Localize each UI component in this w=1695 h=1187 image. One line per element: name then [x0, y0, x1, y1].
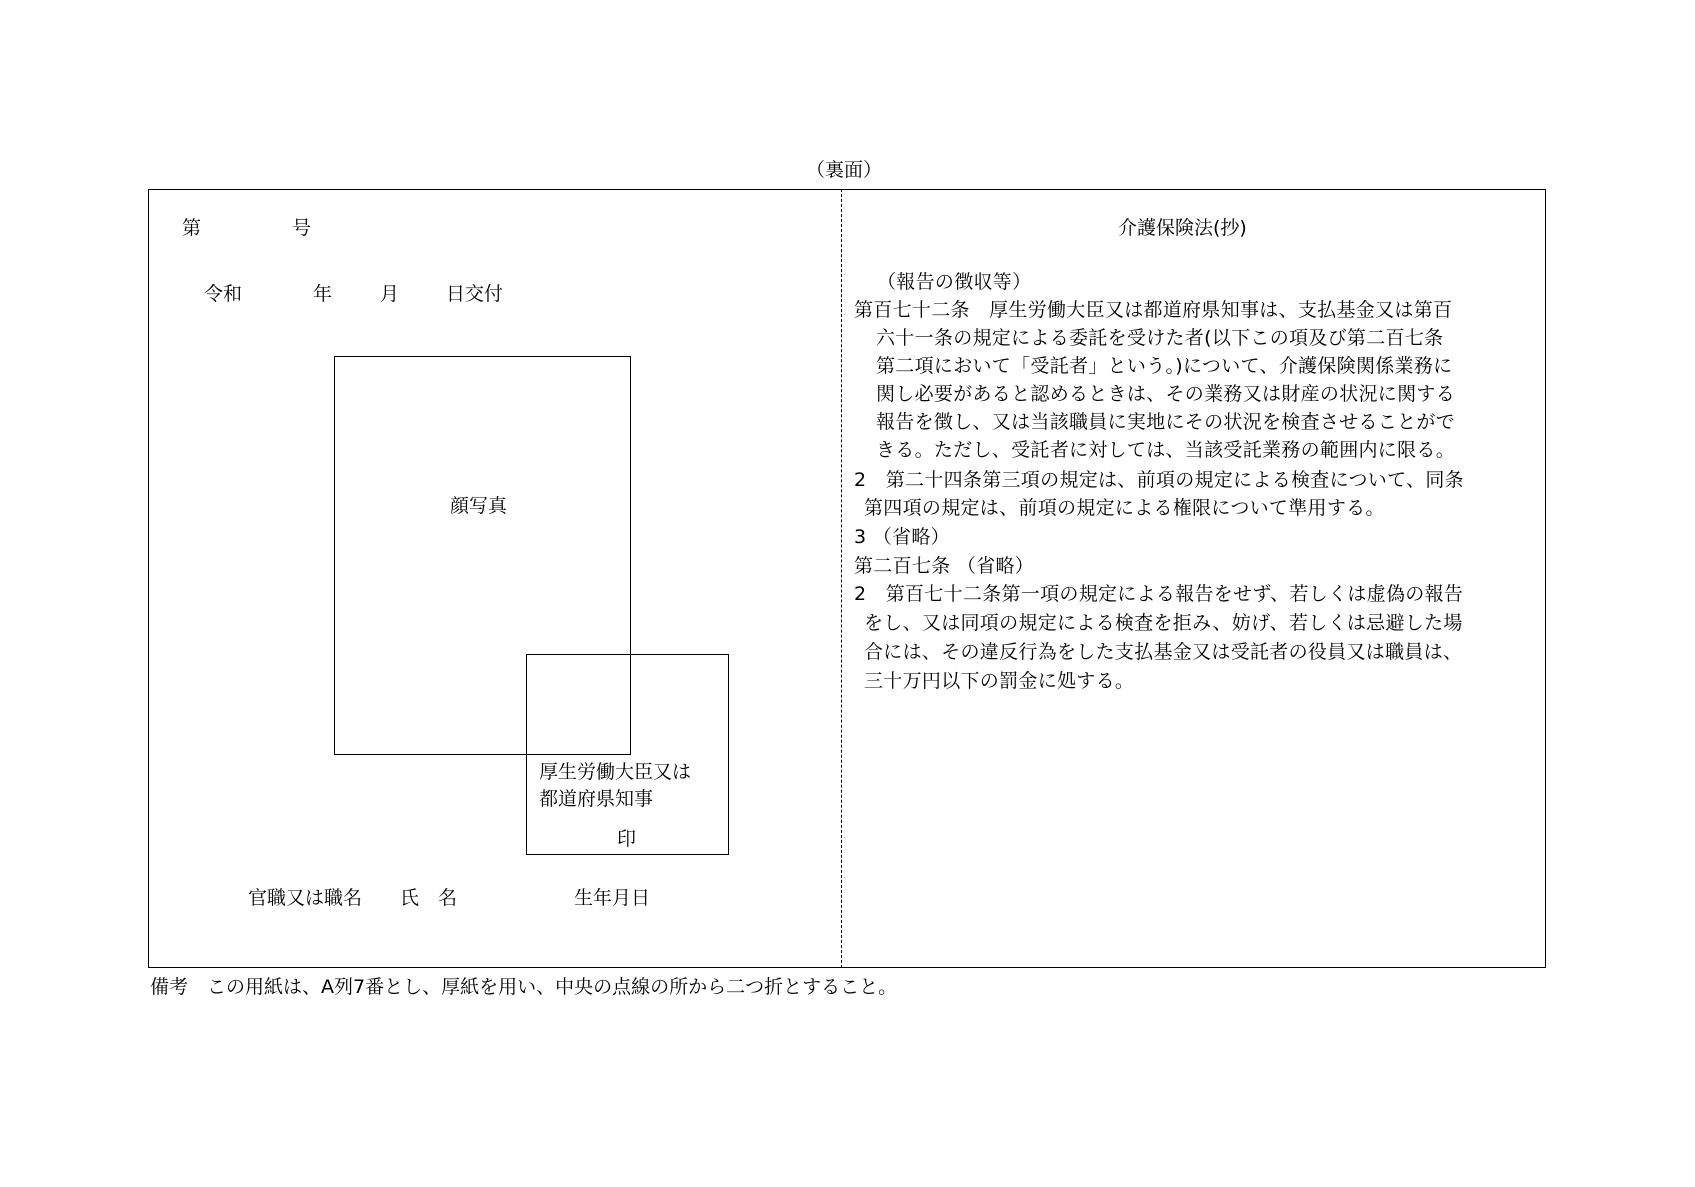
law-text-line: をし、又は同項の規定による検査を拒み、妨げ、若しくは忌避した場 — [864, 612, 1463, 634]
footer-position: 官職又は職名 — [248, 887, 363, 909]
footer-name: 氏 名 — [400, 887, 458, 909]
issuer-line-1: 厚生労働大臣又は — [539, 761, 692, 783]
issue-month: 月 — [380, 283, 400, 305]
footer-birthdate: 生年月日 — [574, 887, 651, 909]
law-text-line: 2 第二十四条第三項の規定は、前項の規定による検査について、同条 — [854, 469, 1464, 491]
law-text-line: 合には、その違反行為をした支払基金又は受託者の役員又は職員は、 — [864, 641, 1463, 663]
seal-box — [526, 654, 729, 855]
number-prefix: 第 — [182, 217, 202, 239]
law-text-line: 第二項において「受託者」という。)について、介護保険関係業務に — [876, 355, 1453, 377]
issue-year: 年 — [313, 283, 333, 305]
back-side-label: （裏面） — [806, 159, 883, 181]
law-text-line: 関し必要があると認めるときは、その業務又は財産の状況に関する — [876, 383, 1456, 405]
law-text-line: 第百七十二条 厚生労働大臣又は都道府県知事は、支払基金又は第百 — [854, 299, 1453, 321]
issue-day: 日交付 — [446, 283, 504, 305]
law-title: 介護保険法(抄) — [1118, 217, 1247, 239]
law-text-line: 報告を徴し、又は当該職員に実地にその状況を検査させることがで — [876, 411, 1456, 433]
issue-era: 令和 — [204, 283, 243, 305]
number-suffix: 号 — [292, 217, 312, 239]
law-text-line: 第二百七条 （省略） — [854, 555, 1035, 577]
law-text-line: （報告の徴収等） — [877, 271, 1032, 293]
law-text-line: 3 （省略） — [854, 526, 950, 548]
footnote: 備考 この用紙は、A列7番とし、厚紙を用い、中央の点線の所から二つ折とすること。 — [150, 976, 898, 998]
law-text-line: 第四項の規定は、前項の規定による権限について準用する。 — [864, 497, 1385, 519]
issuer-line-2: 都道府県知事 — [539, 788, 654, 810]
seal-mark: 印 — [617, 828, 637, 850]
law-text-line: 2 第百七十二条第一項の規定による報告をせず、若しくは虚偽の報告 — [854, 583, 1464, 605]
law-text-line: きる。ただし、受託者に対しては、当該受託業務の範囲内に限る。 — [876, 439, 1456, 461]
law-text-line: 六十一条の規定による委託を受けた者(以下この項及び第二百七条 — [876, 327, 1444, 349]
law-text-line: 三十万円以下の罰金に処する。 — [864, 670, 1135, 692]
fold-line — [841, 189, 842, 968]
photo-label: 顔写真 — [450, 495, 508, 517]
